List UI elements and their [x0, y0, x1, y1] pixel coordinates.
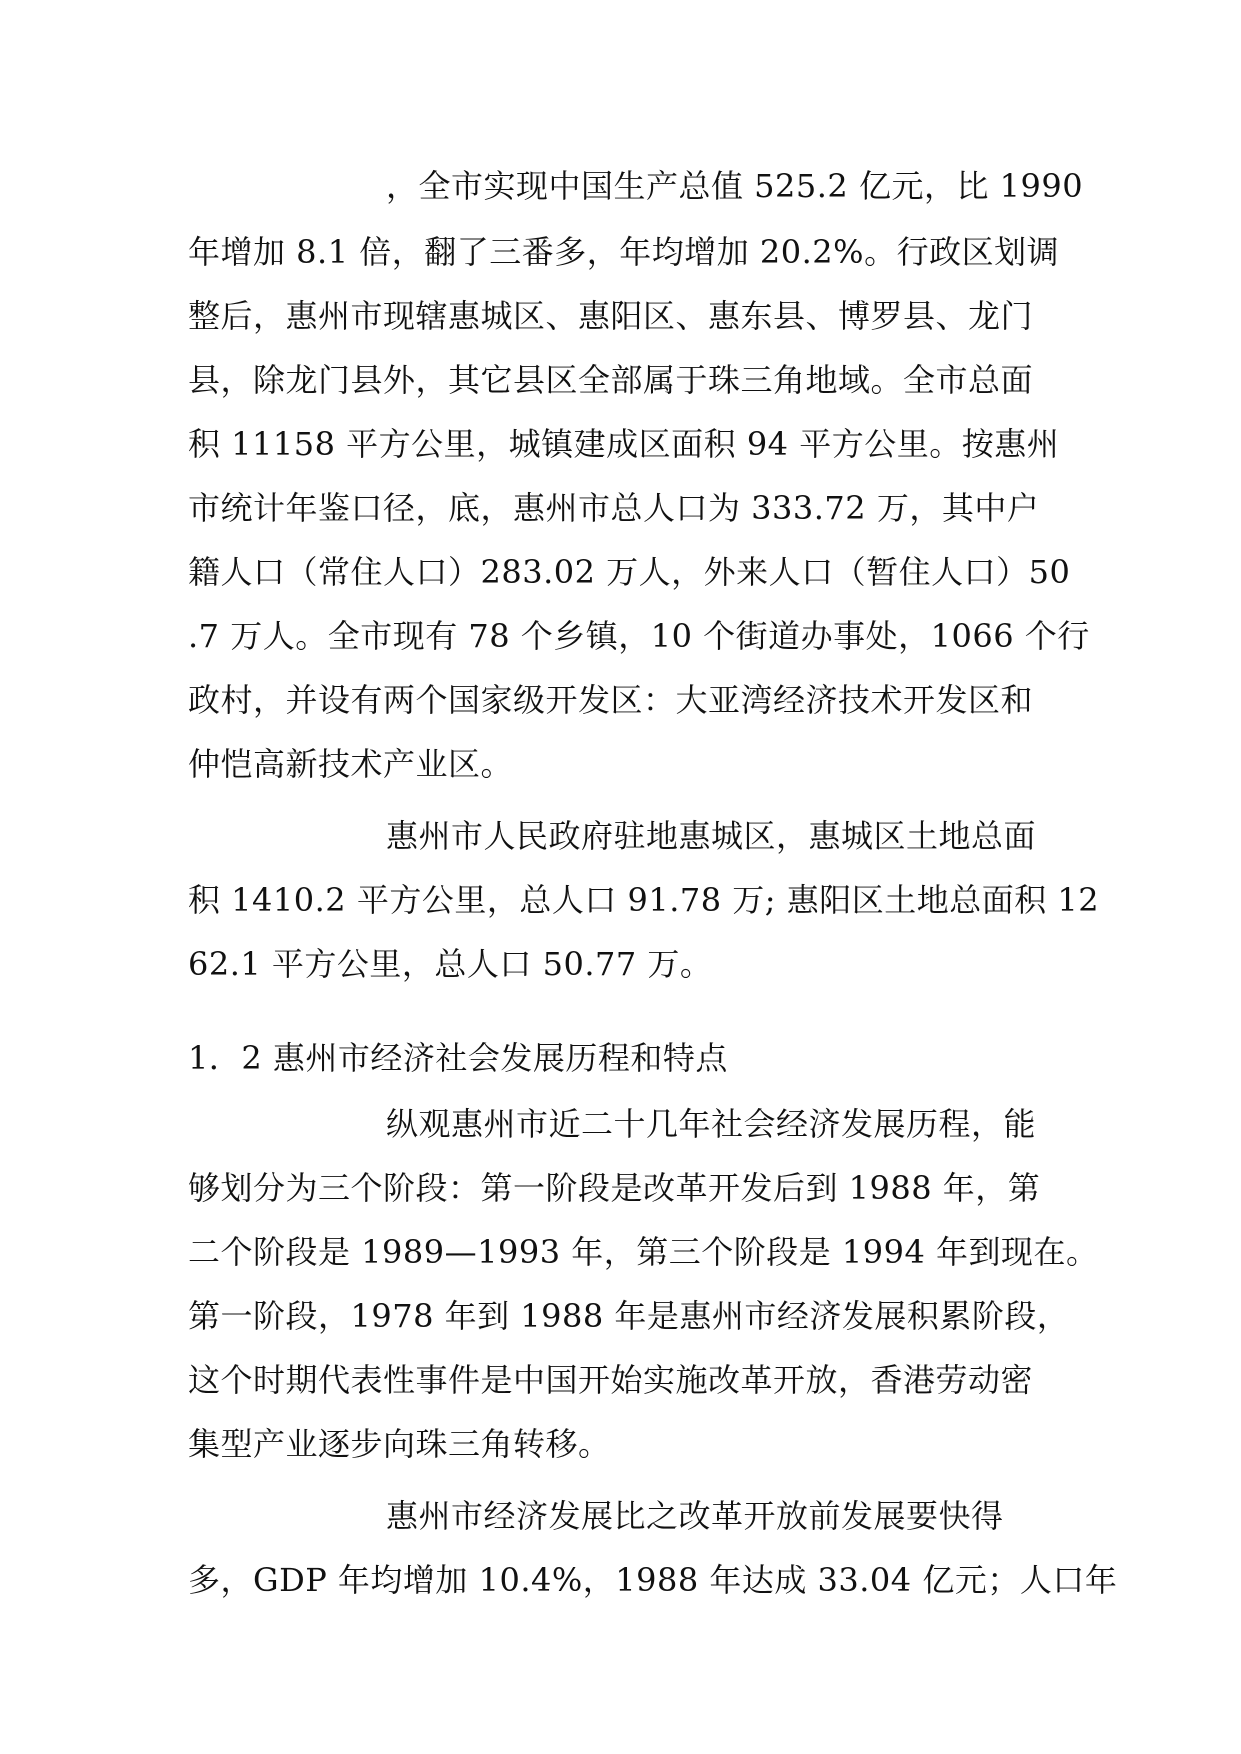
- text-line: 纵观惠州市近二十几年社会经济发展历程，能: [386, 1105, 1037, 1143]
- text-line: 集型产业逐步向珠三角转移。: [188, 1425, 611, 1463]
- text-line: 县，除龙门县外，其它县区全部属于珠三角地域。全市总面: [188, 361, 1034, 399]
- section-heading: 1．2 惠州市经济社会发展历程和特点: [188, 1039, 728, 1077]
- text-line: 62.1 平方公里，总人口 50.77 万。: [188, 945, 713, 983]
- text-line: .7 万人。全市现有 78 个乡镇，10 个街道办事处，1066 个行: [188, 617, 1090, 655]
- text-line: 这个时期代表性事件是中国开始实施改革开放，香港劳动密: [188, 1361, 1034, 1399]
- text-line: 积 11158 平方公里，城镇建成区面积 94 平方公里。按惠州: [188, 425, 1060, 463]
- text-line: 籍人口（常住人口）283.02 万人，外来人口（暂住人口）50: [188, 553, 1071, 591]
- text-line: 多，GDP 年均增加 10.4%，1988 年达成 33.04 亿元；人口年: [188, 1561, 1118, 1599]
- text-line: 二个阶段是 1989—1993 年，第三个阶段是 1994 年到现在。: [188, 1233, 1099, 1271]
- text-line: 整后，惠州市现辖惠城区、惠阳区、惠东县、博罗县、龙门: [188, 297, 1034, 335]
- text-line: 市统计年鉴口径，底，惠州市总人口为 333.72 万，其中户: [188, 489, 1040, 527]
- text-line: 惠州市经济发展比之改革开放前发展要快得: [386, 1497, 1004, 1535]
- text-line: 政村，并设有两个国家级开发区：大亚湾经济技术开发区和: [188, 681, 1034, 719]
- text-line: 年增加 8.1 倍，翻了三番多，年均增加 20.2%。行政区划调: [188, 233, 1060, 271]
- text-line: 够划分为三个阶段：第一阶段是改革开发后到 1988 年，第: [188, 1169, 1041, 1207]
- text-line: ，全市实现中国生产总值 525.2 亿元，比 1990: [386, 167, 1084, 205]
- text-line: 积 1410.2 平方公里，总人口 91.78 万; 惠阳区土地总面积 12: [188, 881, 1100, 919]
- text-line: 仲恺高新技术产业区。: [188, 745, 514, 783]
- text-line: 惠州市人民政府驻地惠城区，惠城区土地总面: [386, 817, 1037, 855]
- text-line: 第一阶段，1978 年到 1988 年是惠州市经济发展积累阶段，: [188, 1297, 1070, 1335]
